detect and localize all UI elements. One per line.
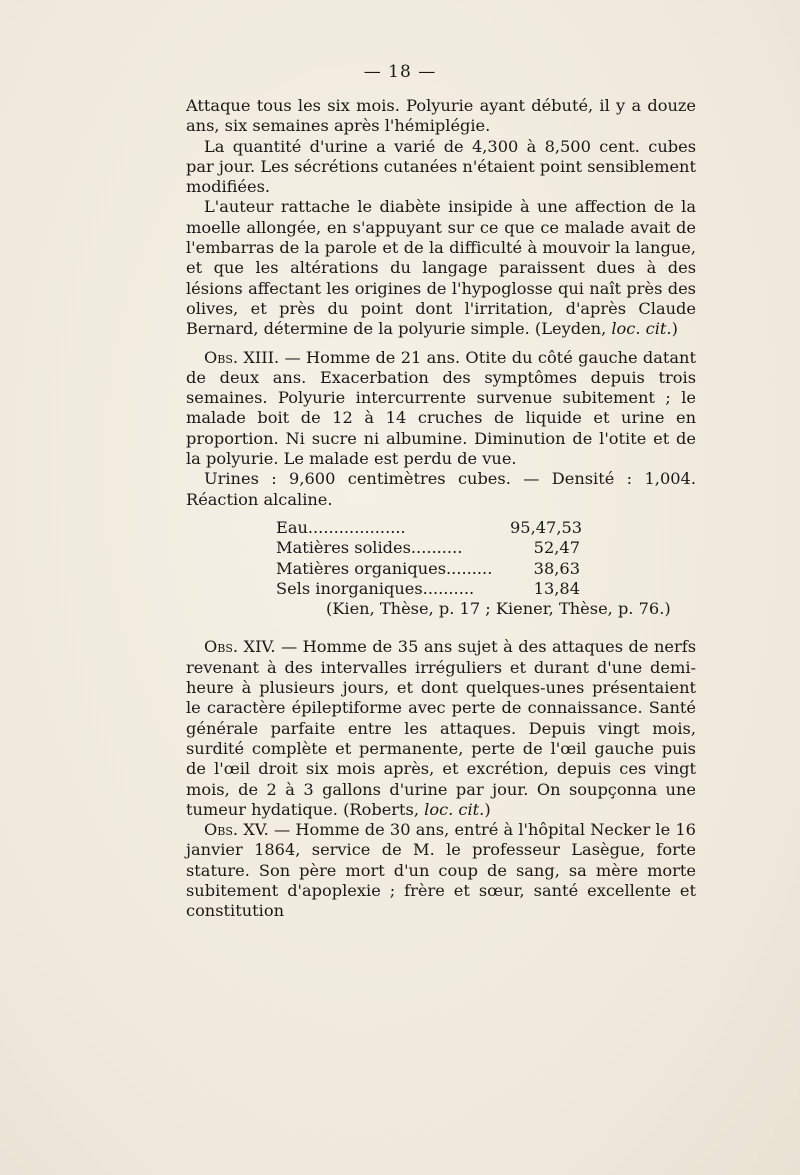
paragraph-attack: Attaque tous les six mois. Polyurie ayant débuté, il y a douze ans, six semaines après l'hémiplégie. bbox=[186, 96, 696, 136]
table-row-value: 95,47,53 bbox=[510, 517, 583, 537]
table-row-value: 52,47 bbox=[533, 538, 580, 558]
page-number-header: — 18 — bbox=[363, 62, 437, 82]
table-row-label: Sels inorganiques.......... bbox=[276, 578, 475, 598]
observation-14-end: ) bbox=[484, 799, 491, 819]
table-source: (Kien, Thèse, p. 17 ; Kiener, Thèse, p. 76.) bbox=[326, 599, 671, 619]
paragraph-author bbox=[186, 197, 696, 339]
observation-13-label: Obs. XIII. bbox=[204, 347, 280, 367]
citation-italic: loc. cit. bbox=[611, 319, 672, 339]
urine-composition-table bbox=[186, 518, 696, 619]
observation-15 bbox=[186, 820, 696, 921]
table-row-value: 38,63 bbox=[533, 558, 580, 578]
table-row-value: 13,84 bbox=[533, 578, 580, 598]
observation-13 bbox=[186, 348, 696, 470]
observation-15-label: Obs. XV. bbox=[204, 820, 269, 840]
urines-line: Urines : 9,600 centimètres cubes. — Densité : 1,004. Réaction alcaline. bbox=[186, 469, 696, 509]
observation-15-text: — Homme de 30 ans, entré à l'hôpital Necker le 16 janvier 1864, service de M. le professeur Lasègue, forte stature. Son père mort d'un coup de sang, sa mère morte subitement d'apoplexie ; frère et sœur, santé excellente et constitution bbox=[186, 820, 696, 921]
observation-14-label: Obs. XIV. bbox=[204, 637, 276, 657]
table-row-label: Eau................... bbox=[276, 517, 406, 537]
table-row-label: Matières solides.......... bbox=[276, 538, 463, 558]
table-row bbox=[186, 559, 696, 579]
table-row bbox=[186, 579, 696, 599]
observation-14-text: — Homme de 35 ans sujet à des attaques de nerfs revenant à des intervalles irréguliers et durant d'une demi-heure à plusieurs jours, et dont quelques-unes présentaient le caractère épileptiforme avec perte de connaissance. Santé générale parfaite entre les attaques. Depuis vingt mois, surdité complète et permanente, perte de l'œil gauche puis de l'œil droit six mois après, et excrétion, depuis ces vingt mois, de 2 à 3 gallons d'urine par jour. On soupçonna une tumeur hydatique. (Roberts, bbox=[186, 637, 696, 819]
citation-italic: loc. cit. bbox=[424, 799, 485, 819]
author-text: L'auteur rattache le diabète insipide à une affection de la moelle allongée, en s'appuyant sur ce que ce malade avait de l'embarras de la parole et de la difficulté à mouvoir la langue, et que les altérations du langage paraissent dues à des lésions affectant les origines de l'hypoglosse qui naît près des olives, et près du point dont l'irritation, d'après Claude Bernard, détermine de la polyurie simple. (Leyden, bbox=[186, 197, 696, 339]
table-row-label: Matières organiques......... bbox=[276, 558, 493, 578]
table-row bbox=[186, 538, 696, 558]
observation-14 bbox=[186, 637, 696, 820]
table-row bbox=[186, 518, 696, 538]
author-text-end: ) bbox=[671, 319, 678, 339]
page-body bbox=[186, 96, 696, 922]
observation-13-text: — Homme de 21 ans. Otite du côté gauche datant de deux ans. Exacerbation des symptômes depuis trois semaines. Polyurie intercurrente survenue subitement ; le malade boit de 12 à 14 cruches de liquide et urine en proportion. Ni sucre ni albumine. Diminution de l'otite et de la polyurie. Le malade est perdu de vue. bbox=[186, 347, 696, 469]
paragraph-urine-quantity: La quantité d'urine a varié de 4,300 à 8,500 cent. cubes par jour. Les sécrétions cutanées n'étaient point sensiblement modifiées. bbox=[186, 136, 696, 197]
